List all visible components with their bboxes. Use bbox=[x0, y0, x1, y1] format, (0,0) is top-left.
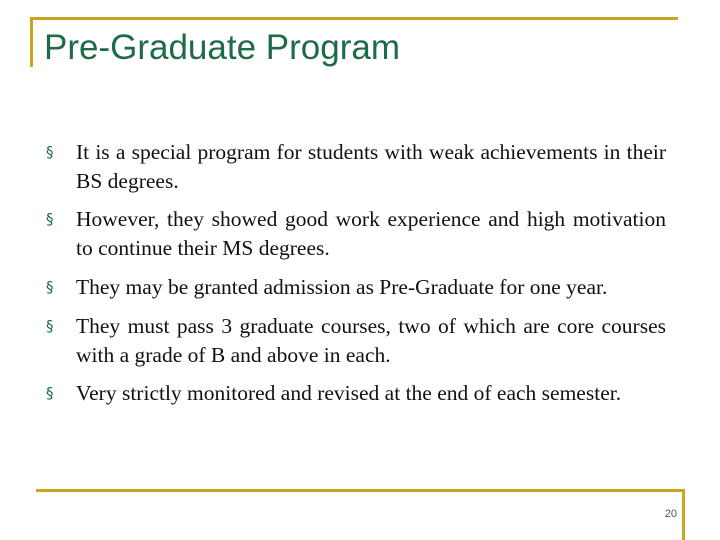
right-rule bbox=[682, 489, 685, 540]
footer-rule bbox=[36, 489, 684, 492]
bullet-text: They may be granted admission as Pre-Graduate for one year. bbox=[76, 275, 608, 299]
bullet-item bbox=[46, 379, 666, 408]
bullet-list bbox=[46, 138, 666, 408]
bullet-text: It is a special program for students with weak achievements in their BS degrees. bbox=[76, 140, 666, 193]
bullet-item bbox=[46, 273, 666, 302]
bullet-marker-icon: § bbox=[46, 317, 54, 335]
bullet-text: However, they showed good work experience and high motivation to continue their MS degrees. bbox=[76, 207, 666, 260]
bullet-item bbox=[46, 138, 666, 196]
left-rule bbox=[30, 17, 33, 67]
bullet-text: They must pass 3 graduate courses, two of which are core courses with a grade of B and above in each. bbox=[76, 314, 666, 367]
page-number: 20 bbox=[664, 508, 677, 520]
bullet-marker-icon: § bbox=[46, 143, 54, 161]
bullet-marker-icon: § bbox=[46, 384, 54, 402]
top-rule bbox=[30, 17, 678, 20]
bullet-text: Very strictly monitored and revised at the end of each semester. bbox=[76, 381, 622, 405]
bullet-item bbox=[46, 312, 666, 370]
bullet-marker-icon: § bbox=[46, 278, 54, 296]
slide-title: Pre-Graduate Program bbox=[44, 28, 400, 67]
bullet-marker-icon: § bbox=[46, 210, 54, 228]
bullet-item bbox=[46, 205, 666, 263]
